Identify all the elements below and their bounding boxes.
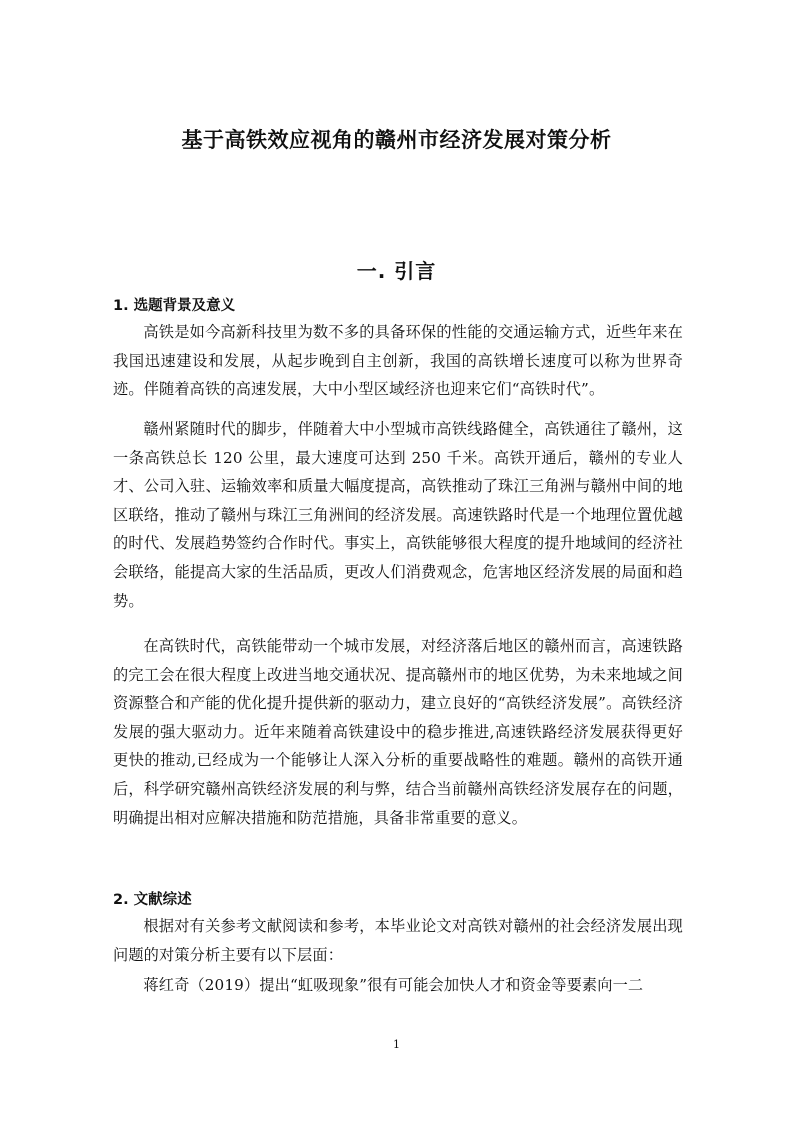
paragraph: 根据对有关参考文献阅读和参考，本毕业论文对高铁对赣州的社会经济发展出现问题的对策分析主要有以下层面： [113, 917, 683, 964]
paragraph: 蒋红奇（2019）提出“虹吸现象”很有可能会加快人才和资金等要素向一二 [143, 976, 644, 994]
paragraph: 在高铁时代，高铁能带动一个城市发展，对经济落后地区的赣州而言，高速铁路的完工会在很大程度上改进当地交通状况、提高赣州市的地区优势，为未来地域之间资源整合和产能的优化提升提供新的驱动力，建立良好的“高铁经济发展”。高铁经济发展的强大驱动力。近年来随着高铁建设中的稳步推进,高速铁路经济发展获得更好更快的推动,已经成为一个能够让人深入分析的重要战略性的难题。赣州的高铁开通后，科学研究赣州高铁经济发展的利与弊，结合当前赣州高铁经济发展存在的问题，明确提出相对应解决措施和防范措施，具备非常重要的意义。 [113, 637, 683, 827]
document-title: 基于高铁效应视角的赣州市经济发展对策分析 [181, 128, 612, 152]
paragraph: 赣州紧随时代的脚步，伴随着大中小型城市高铁线路健全，高铁通往了赣州，这一条高铁总长 120 公里，最大速度可达到 250 千米。高铁开通后，赣州的专业人才、公司入驻、运输效率和质量大幅度提高，高铁推动了珠江三角洲与赣州中间的地区联络，推动了赣州与珠江三角洲间的经济发展。高速铁路时代是一个地理位置优越的时代、发展趋势签约合作时代。事实上，高铁能够很大程度的提升地域间的经济社会联络，能提高大家的生活品质，更改人们消费观念，危害地区经济发展的局面和趋势。 [113, 420, 683, 610]
page-number: 1 [393, 1038, 400, 1051]
section-heading-literature: 2. 文献综述 [113, 892, 192, 908]
paragraph: 高铁是如今高新科技里为数不多的具备环保的性能的交通运输方式，近些年来在我国迅速建设和发展，从起步晚到自主创新，我国的高铁增长速度可以称为世界奇迹。伴随着高铁的高速发展，大中小型区域经济也迎来它们“高铁时代”。 [113, 323, 683, 399]
section-heading-background: 1. 选题背景及意义 [113, 298, 236, 314]
chapter-heading: 一. 引言 [356, 259, 437, 283]
